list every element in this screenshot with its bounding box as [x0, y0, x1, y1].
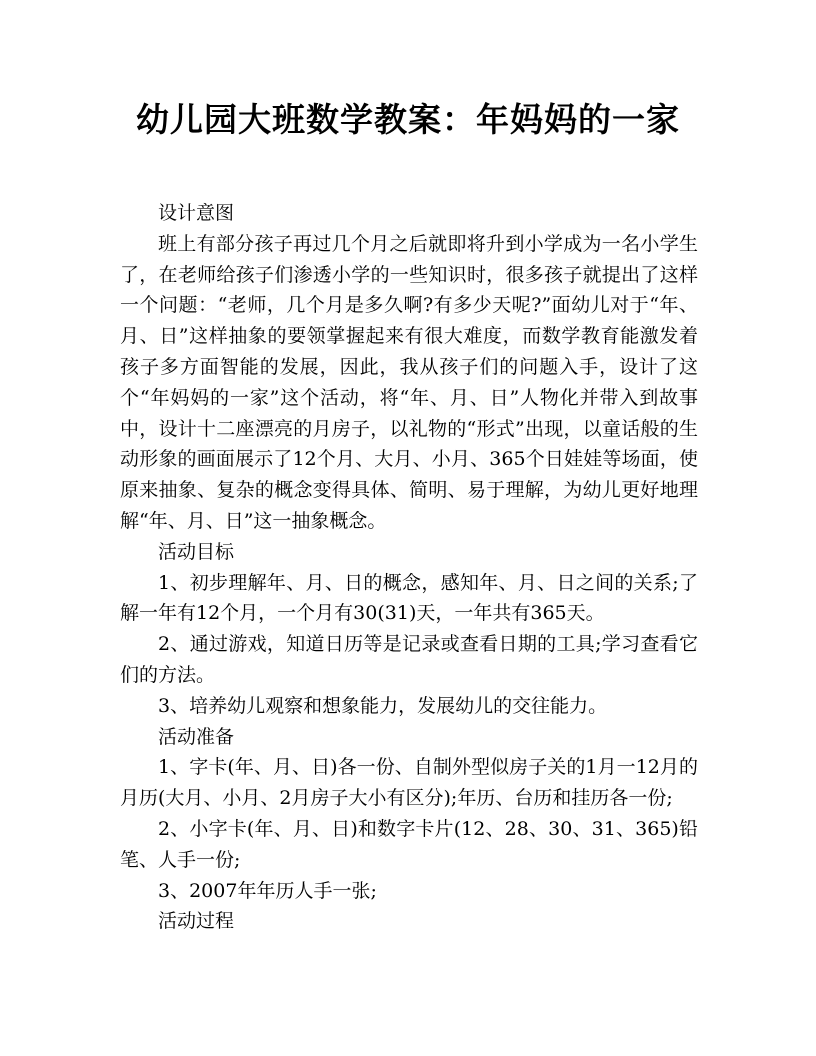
- document-title: 幼儿园大班数学教案：年妈妈的一家: [136, 100, 680, 139]
- goal-item-3: 3、培养幼儿观察和想象能力，发展幼儿的交往能力。: [158, 694, 608, 717]
- preparation-item-2: 2、小字卡(年、月、日)和数字卡片(12、28、30、31、365)铅笔、人手一份;: [120, 817, 698, 871]
- goal-item-2: 2、通过游戏，知道日历等是记录或查看日期的工具;学习查看它们的方法。: [120, 633, 698, 686]
- section-heading-design-intent: 设计意图: [158, 202, 235, 224]
- section-heading-preparation: 活动准备: [158, 725, 235, 748]
- document-body: [120, 198, 698, 937]
- design-intent-paragraph: 班上有部分孩子再过几个月之后就即将升到小学成为一名小学生了，在老师给孩子们渗透小学的一些知识时，很多孩子就提出了这样一个问题：“老师，几个月是多久啊?有多少天呢?”面幼儿对于“年、月、日”这样抽象的要领掌握起来有很大难度，而数学教育能激发着孩子多方面智能的发展，因此，我从孩子们的问题入手，设计了这个“年妈妈的一家”这个活动，将“年、月、日”人物化并带入到故事中，设计十二座漂亮的月房子，以礼物的“形式”出现，以童话般的生动形象的画面展示了12个月、大月、小月、365个日娃娃等场面，使原来抽象、复杂的概念变得具体、简明、易于理解，为幼儿更好地理解“年、月、日”这一抽象概念。: [120, 232, 698, 532]
- preparation-item-1: 1、字卡(年、月、日)各一份、自制外型似房子关的1月一12月的月历(大月、小月、2月房子大小有区分);年历、台历和挂历各一份;: [120, 756, 698, 810]
- section-heading-process: 活动过程: [158, 910, 235, 933]
- section-heading-goals: 活动目标: [158, 540, 235, 563]
- goal-item-1: 1、初步理解年、月、日的概念，感知年、月、日之间的关系;了解一年有12个月，一个月有30(31)天，一年共有365天。: [120, 571, 698, 625]
- preparation-item-3: 3、2007年年历人手一张;: [158, 879, 377, 902]
